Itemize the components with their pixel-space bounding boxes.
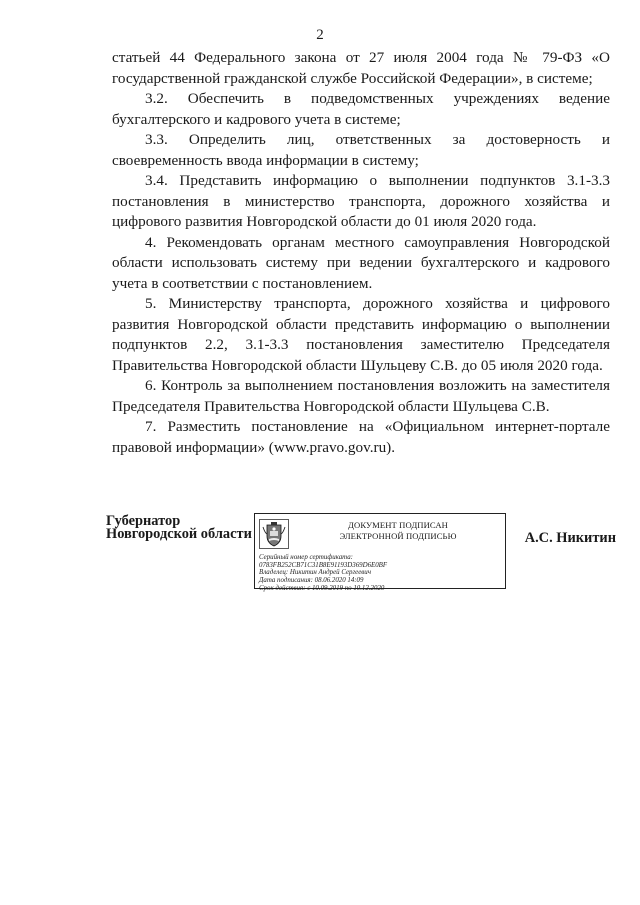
signer-name: А.С. Никитин — [524, 530, 616, 546]
paragraph-6: 6. Контроль за выполнением постановления возложить на заместителя Председателя Правительства Новгородской области Шульцева С.В. — [112, 377, 610, 415]
signer-position-line2: Новгородской области — [106, 526, 252, 542]
certificate-validity: Срок действия: с 10.09.2019 по 10.12.2020 — [259, 584, 385, 592]
paragraph-7: 7. Разместить постановление на «Официальном интернет-портале правовой информации» (www.pravo.gov.ru). — [112, 418, 610, 456]
paragraph-3-4: 3.4. Представить информацию о выполнении подпунктов 3.1-3.3 постановления в министерство транспорта, дорожного хозяйства и цифрового развития Новгородской области до 01 июля 2020 года. — [112, 172, 610, 230]
signer-position-line1: Губернатор — [106, 513, 181, 529]
paragraph-3-2: 3.2. Обеспечить в подведомственных учреждениях ведение бухгалтерского и кадрового учета в системе; — [112, 90, 610, 128]
stamp-heading — [295, 520, 501, 541]
certificate-serial-value: 0783FB252CB71C31B8E91193D369D6E0BF — [259, 561, 388, 569]
novgorod-coat-of-arms-icon — [259, 519, 289, 549]
page-number: 2 — [316, 27, 324, 43]
paragraph-5: 5. Министерству транспорта, дорожного хозяйства и цифрового развития Новгородской области представить информацию о выполнении подпунктов 2.2, 3.1-3.3 постановления заместителю Председателя Правительства Новгородской области Шульцеву С.В. до 05 июля 2020 года. — [112, 295, 610, 374]
paragraph-3-1-continuation: статьей 44 Федерального закона от 27 июля 2004 года № 79-ФЗ «О государственной гражданской службе Российской Федерации», в системе; — [112, 49, 610, 87]
stamp-heading-line2: ЭЛЕКТРОННОЙ ПОДПИСЬЮ — [339, 530, 457, 541]
electronic-signature-stamp — [254, 513, 506, 592]
certificate-serial-label: Серийный номер сертификата: — [259, 554, 353, 561]
signature-block — [106, 513, 616, 593]
stamp-heading-line1: ДОКУМЕНТ ПОДПИСАН — [348, 520, 448, 530]
paragraph-3-3: 3.3. Определить лиц, ответственных за достоверность и своевременность ввода информации в систему; — [112, 131, 610, 169]
document-body — [112, 48, 610, 458]
certificate-owner: Владелец: Никитин Андрей Сергеевич — [259, 569, 372, 577]
stamp-certificate-details — [259, 554, 503, 593]
paragraph-4: 4. Рекомендовать органам местного самоуправления Новгородской области использовать систему при ведении бухгалтерского и кадрового учета в соответствии с постановлением. — [112, 233, 610, 292]
signing-date: Дата подписания: 08.06.2020 14:09 — [259, 577, 364, 585]
signer-position — [106, 515, 252, 541]
